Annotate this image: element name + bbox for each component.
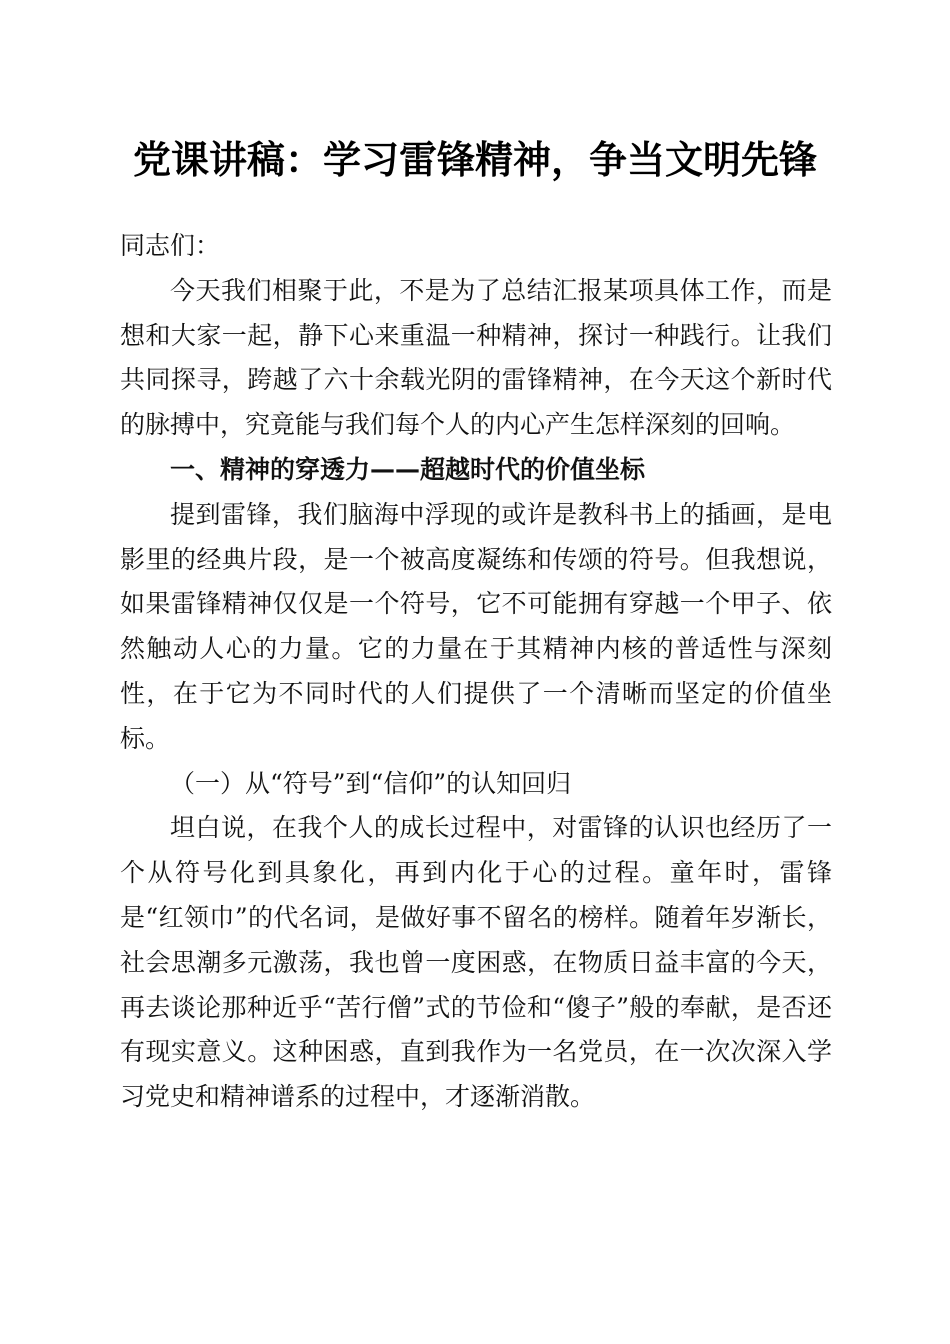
document-body <box>120 224 832 1120</box>
document-title: 党课讲稿：学习雷锋精神，争当文明先锋 <box>132 137 817 182</box>
section-heading-1: 一、精神的穿透力——超越时代的价值坐标 <box>170 454 646 484</box>
subsection-heading-1: （一）从“符号”到“信仰”的认知回归 <box>170 768 572 798</box>
salutation: 同志们： <box>120 231 221 260</box>
section-1-paragraph: 提到雷锋，我们脑海中浮现的或许是教科书上的插画，是电影里的经典片段，是一个被高度凝练和传颂的符号。但我想说，如果雷锋精神仅仅是一个符号，它不可能拥有穿越一个甲子、依然触动人心的力量。它的力量在于其精神内核的普适性与深刻性，在于它为不同时代的人们提供了一个清晰而坚定的价值坐标。 <box>120 499 832 753</box>
intro-paragraph: 今天我们相聚于此，不是为了总结汇报某项具体工作，而是想和大家一起，静下心来重温一种精神，探讨一种践行。让我们共同探寻，跨越了六十余载光阴的雷锋精神，在今天这个新时代的脉搏中，究竟能与我们每个人的内心产生怎样深刻的回响。 <box>120 275 832 440</box>
subsection-1-paragraph: 坦白说，在我个人的成长过程中，对雷锋的认识也经历了一个从符号化到具象化，再到内化于心的过程。童年时，雷锋是“红领巾”的代名词，是做好事不留名的榜样。随着年岁渐长，社会思潮多元激荡，我也曾一度困惑，在物质日益丰富的今天，再去谈论那种近乎“苦行僧”式的节俭和“傻子”般的奉献，是否还有现实意义。这种困惑，直到我作为一名党员，在一次次深入学习党史和精神谱系的过程中，才逐渐消散。 <box>120 813 832 1112</box>
